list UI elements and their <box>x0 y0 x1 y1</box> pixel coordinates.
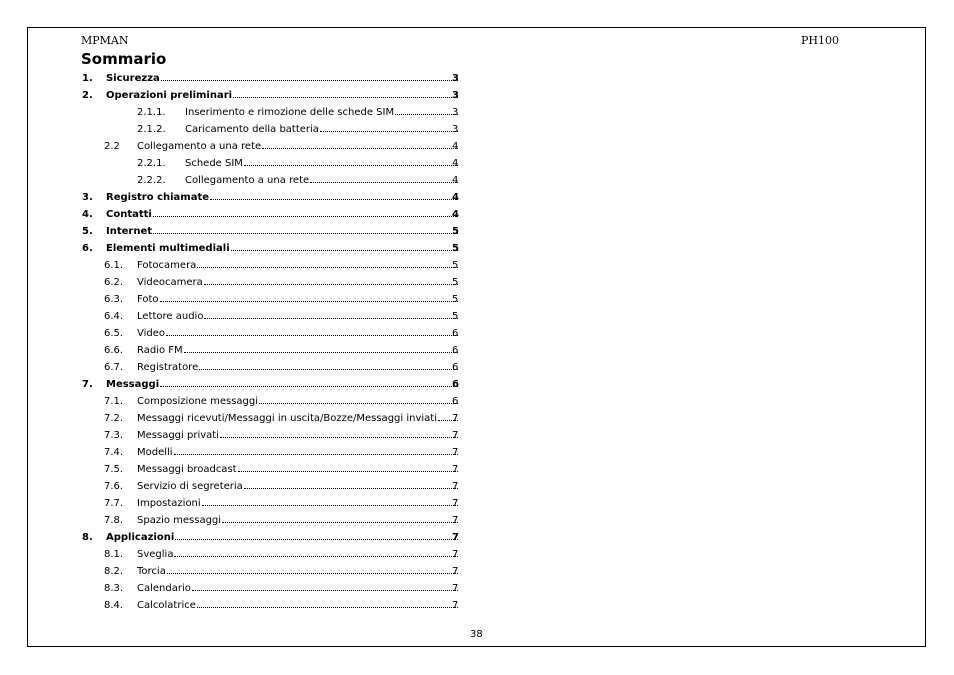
toc-entry[interactable] <box>0 70 954 87</box>
toc-entry[interactable] <box>0 291 954 308</box>
toc-entry-page: 7 <box>452 566 459 577</box>
toc-entry-label: Spazio messaggi <box>137 515 222 526</box>
toc-entry[interactable] <box>0 444 954 461</box>
toc-entry-page: 6 <box>452 345 459 356</box>
dot-leader <box>310 173 458 183</box>
toc-entry-label: Sicurezza <box>106 73 160 84</box>
toc-entry[interactable] <box>0 138 954 155</box>
dot-leader <box>197 258 458 268</box>
toc-entry-label: Schede SIM <box>185 158 243 169</box>
toc-entry-label: Impostazioni <box>137 498 201 509</box>
toc-entry-page: 7 <box>452 464 459 475</box>
toc-entry-page: 7 <box>452 430 459 441</box>
toc-entry-label-wrap <box>137 257 459 274</box>
toc-entry-label-wrap <box>137 291 459 308</box>
toc-entry-number: 1. <box>82 73 93 84</box>
toc-entry[interactable] <box>0 512 954 529</box>
dot-leader <box>192 581 458 591</box>
page-number: 38 <box>470 629 483 640</box>
toc-entry-page: 5 <box>452 311 459 322</box>
toc-entry-number: 7.5. <box>104 464 124 475</box>
toc-entry-label-wrap <box>137 393 459 410</box>
toc-entry-number: 7.8. <box>104 515 124 526</box>
toc-entry[interactable] <box>0 308 954 325</box>
toc-entry-label: Elementi multimediali <box>106 243 230 254</box>
toc-entry-number: 2.2 <box>104 141 120 152</box>
toc-entry[interactable] <box>0 189 954 206</box>
dot-leader <box>184 343 458 353</box>
toc-entry-page: 7 <box>452 413 459 424</box>
dot-leader <box>222 513 458 523</box>
toc-entry[interactable] <box>0 223 954 240</box>
dot-leader <box>204 309 458 319</box>
toc-entry[interactable] <box>0 104 954 121</box>
toc-entry-page: 5 <box>452 294 459 305</box>
toc-entry-number: 8.4. <box>104 600 124 611</box>
dot-leader <box>167 564 458 574</box>
page-title: Sommario <box>81 50 167 68</box>
toc-entry-label: Calcolatrice <box>137 600 196 611</box>
toc-entry[interactable] <box>0 155 954 172</box>
toc-entry-label: Collegamento a una rete <box>137 141 262 152</box>
toc-entry-page: 4 <box>452 209 459 220</box>
toc-entry-page: 6 <box>452 362 459 373</box>
toc-entry-page: 3 <box>452 124 459 135</box>
toc-entry-label: Fotocamera <box>137 260 197 271</box>
toc-entry-label: Messaggi broadcast <box>137 464 237 475</box>
dot-leader <box>153 207 458 217</box>
toc-entry-label: Internet <box>106 226 153 237</box>
toc-entry[interactable] <box>0 257 954 274</box>
toc-entry-number: 6. <box>82 243 93 254</box>
toc-entry[interactable] <box>0 393 954 410</box>
toc-entry-page: 4 <box>452 158 459 169</box>
toc-entry-label-wrap <box>137 597 459 614</box>
toc-entry-number: 8.3. <box>104 583 124 594</box>
dot-leader <box>199 360 458 370</box>
toc-entry-label: Video <box>137 328 166 339</box>
toc-entry-label-wrap <box>137 444 459 461</box>
toc-entry-number: 2. <box>82 90 93 101</box>
toc-entry-label-wrap <box>137 478 459 495</box>
toc-entry-label: Videocamera <box>137 277 203 288</box>
header-model: PH100 <box>801 34 839 47</box>
toc-entry-page: 7 <box>452 481 459 492</box>
toc-entry-page: 7 <box>452 583 459 594</box>
toc-entry-label: Messaggi privati <box>137 430 219 441</box>
dot-leader <box>238 462 458 472</box>
toc-entry[interactable] <box>0 325 954 342</box>
toc-entry[interactable] <box>0 461 954 478</box>
toc-entry-number: 3. <box>82 192 93 203</box>
toc-entry-label-wrap <box>137 580 459 597</box>
toc-entry-page: 7 <box>452 600 459 611</box>
toc-entry-label: Composizione messaggi <box>137 396 259 407</box>
dot-leader <box>153 224 458 234</box>
toc-entry-label-wrap <box>137 325 459 342</box>
toc-entry-label-wrap <box>137 410 459 427</box>
toc-entry-label: Sveglia <box>137 549 174 560</box>
toc-entry-number: 7.2. <box>104 413 124 424</box>
toc-entry-number: 8.1. <box>104 549 124 560</box>
toc-entry-page: 7 <box>452 532 459 543</box>
toc-entry-label: Operazioni preliminari <box>106 90 233 101</box>
toc-entry-page: 5 <box>452 226 459 237</box>
toc-entry-number: 2.2.2. <box>137 175 166 186</box>
toc-entry[interactable] <box>0 359 954 376</box>
toc-entry-number: 2.1.1. <box>137 107 166 118</box>
dot-leader <box>244 156 458 166</box>
toc-entry-label-wrap <box>106 87 459 104</box>
toc-entry-label-wrap <box>185 121 459 138</box>
toc-entry-number: 6.6. <box>104 345 124 356</box>
dot-leader <box>160 377 458 387</box>
toc-entry[interactable] <box>0 563 954 580</box>
toc-entry-number: 2.1.2. <box>137 124 166 135</box>
toc-entry-label: Foto <box>137 294 159 305</box>
toc-entry-page: 7 <box>452 515 459 526</box>
toc-entry-number: 6.5. <box>104 328 124 339</box>
toc-entry-label: Caricamento della batteria <box>185 124 319 135</box>
toc-entry-page: 5 <box>452 243 459 254</box>
toc-entry[interactable] <box>0 274 954 291</box>
toc-entry-label-wrap <box>106 70 459 87</box>
toc-entry-label-wrap <box>185 104 459 121</box>
toc-entry-label-wrap <box>137 546 459 563</box>
toc-entry-page: 4 <box>452 175 459 186</box>
dot-leader <box>231 241 458 251</box>
toc-entry-page: 5 <box>452 260 459 271</box>
toc-entry-label-wrap <box>185 172 459 189</box>
toc-entry[interactable] <box>0 478 954 495</box>
dot-leader <box>259 394 458 404</box>
toc-entry[interactable] <box>0 546 954 563</box>
toc-entry[interactable] <box>0 597 954 614</box>
toc-entry-number: 7.6. <box>104 481 124 492</box>
toc-entry-label-wrap <box>137 274 459 291</box>
toc-entry-number: 6.3. <box>104 294 124 305</box>
toc-entry-label-wrap <box>106 206 459 223</box>
dot-leader <box>233 88 458 98</box>
toc-entry-label: Radio FM <box>137 345 183 356</box>
toc-entry-label-wrap <box>137 495 459 512</box>
toc-entry-page: 3 <box>452 90 459 101</box>
toc-entry-page: 6 <box>452 328 459 339</box>
dot-leader <box>202 496 458 506</box>
toc-entry-page: 7 <box>452 498 459 509</box>
toc-entry-label-wrap <box>137 359 459 376</box>
toc-entry-label: Servizio di segreteria <box>137 481 243 492</box>
toc-entry-page: 4 <box>452 141 459 152</box>
toc-entry-number: 7.7. <box>104 498 124 509</box>
dot-leader <box>161 71 458 81</box>
toc-entry-number: 7.3. <box>104 430 124 441</box>
toc-entry-page: 6 <box>452 379 459 390</box>
toc-entry-label: Lettore audio <box>137 311 204 322</box>
toc-entry-label-wrap <box>106 240 459 257</box>
toc-entry-label-wrap <box>137 138 459 155</box>
toc-entry-label-wrap <box>137 308 459 325</box>
dot-leader <box>220 428 458 438</box>
toc-entry-label-wrap <box>106 189 459 206</box>
toc-entry-number: 7.4. <box>104 447 124 458</box>
dot-leader <box>160 292 458 302</box>
toc-entry-label: Collegamento a una rete <box>185 175 310 186</box>
toc-entry[interactable] <box>0 342 954 359</box>
toc-entry[interactable] <box>0 87 954 104</box>
dot-leader <box>204 275 458 285</box>
toc-entry[interactable] <box>0 121 954 138</box>
toc-entry-label: Applicazioni <box>106 532 175 543</box>
toc-entry-page: 3 <box>452 73 459 84</box>
toc-entry-label-wrap <box>185 155 459 172</box>
toc-entry-page: 6 <box>452 396 459 407</box>
toc-entry-number: 7.1. <box>104 396 124 407</box>
toc-entry-label-wrap <box>137 512 459 529</box>
toc-entry-label-wrap <box>106 223 459 240</box>
toc-entry-number: 4. <box>82 209 93 220</box>
dot-leader <box>174 445 458 455</box>
dot-leader <box>197 598 458 608</box>
toc-entry-number: 2.2.1. <box>137 158 166 169</box>
toc-entry-number: 8.2. <box>104 566 124 577</box>
toc-entry-label: Inserimento e rimozione delle schede SIM <box>185 107 395 118</box>
toc-entry-number: 5. <box>82 226 93 237</box>
toc-entry-number: 6.4. <box>104 311 124 322</box>
toc-entry[interactable] <box>0 240 954 257</box>
toc-entry-label: Torcia <box>137 566 166 577</box>
toc-entry-label-wrap <box>137 427 459 444</box>
toc-entry-number: 8. <box>82 532 93 543</box>
toc-entry-number: 7. <box>82 379 93 390</box>
toc-entry-number: 6.7. <box>104 362 124 373</box>
dot-leader <box>210 190 458 200</box>
toc-entry-page: 3 <box>452 107 459 118</box>
toc-entry-label-wrap <box>137 342 459 359</box>
header-brand: MPMAN <box>81 34 129 47</box>
dot-leader <box>262 139 458 149</box>
toc-entry[interactable] <box>0 206 954 223</box>
toc-entry-label-wrap <box>137 563 459 580</box>
dot-leader <box>244 479 458 489</box>
dot-leader <box>166 326 458 336</box>
toc-entry-label: Contatti <box>106 209 152 220</box>
toc-entry-page: 7 <box>452 447 459 458</box>
toc-entry-label-wrap <box>106 529 459 546</box>
toc-entry-label: Messaggi ricevuti/Messaggi in uscita/Bozze/Messaggi inviati <box>137 413 437 424</box>
toc-entry[interactable] <box>0 529 954 546</box>
toc-entry-page: 4 <box>452 192 459 203</box>
toc-entry[interactable] <box>0 495 954 512</box>
toc-entry-number: 6.2. <box>104 277 124 288</box>
toc-entry-page: 5 <box>452 277 459 288</box>
toc-entry-page: 7 <box>452 549 459 560</box>
dot-leader <box>395 105 458 115</box>
dot-leader <box>320 122 458 132</box>
toc-entry-number: 6.1. <box>104 260 124 271</box>
toc-entry-label: Modelli <box>137 447 173 458</box>
toc-entry[interactable] <box>0 172 954 189</box>
dot-leader <box>174 547 458 557</box>
toc-entry-label-wrap <box>137 461 459 478</box>
toc-entry-label: Calendario <box>137 583 191 594</box>
toc-entry[interactable] <box>0 580 954 597</box>
toc-entry[interactable] <box>0 410 954 427</box>
toc-entry[interactable] <box>0 376 954 393</box>
dot-leader <box>175 530 458 540</box>
toc-entry-label: Messaggi <box>106 379 160 390</box>
toc-entry[interactable] <box>0 427 954 444</box>
toc-entry-label: Registratore <box>137 362 199 373</box>
toc-entry-label-wrap <box>106 376 459 393</box>
toc-entry-label: Registro chiamate <box>106 192 210 203</box>
